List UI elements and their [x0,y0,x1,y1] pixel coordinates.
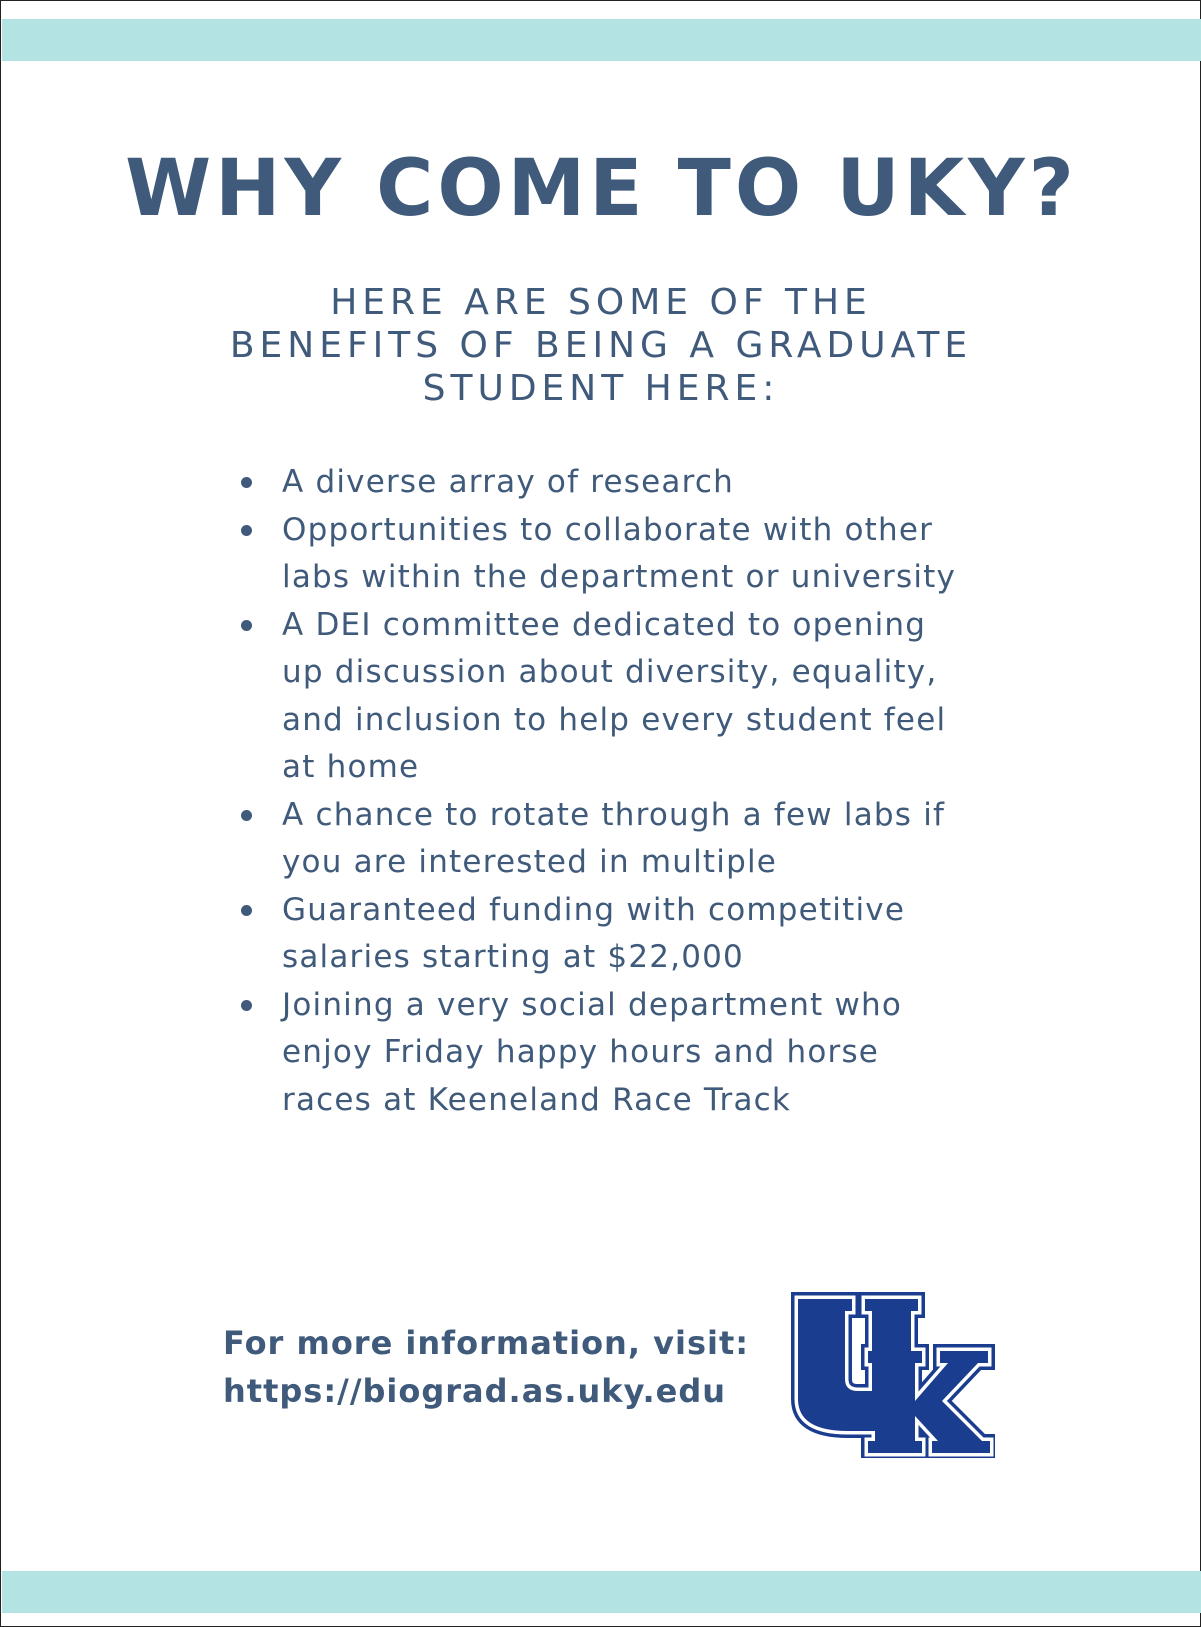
top-accent-band [2,19,1201,61]
benefit-text-line: Guaranteed funding with competitive [282,891,906,928]
benefit-text-line: enjoy Friday happy hours and horse [282,1034,880,1070]
bullet-dot [241,1000,252,1011]
subtitle [151,281,1051,410]
benefit-text-line: races at Keeneland Race Track [282,1081,792,1118]
benefit-text-line: you are interested in multiple [282,844,778,880]
page-title: WHY COME TO UKY? [125,144,1078,234]
website-link[interactable]: https://biograd.as.uky.edu [223,1372,727,1410]
benefit-text-line: at home [282,749,420,785]
benefit-item [241,887,1001,982]
subtitle-line: STUDENT HERE: [422,368,780,409]
subtitle-line: BENEFITS OF BEING A GRADUATE [229,325,973,366]
more-info [223,1319,749,1415]
bullet-dot [241,620,252,631]
benefit-text-line: labs within the department or university [282,559,957,595]
bullet-dot [241,905,252,916]
more-info-label: For more information, visit: [223,1324,750,1362]
benefit-text-line: Joining a very social department who [282,986,903,1023]
benefit-text-line: A chance to rotate through a few labs if [282,796,946,833]
benefit-text-line: and inclusion to help every student feel [282,701,947,738]
benefit-text-line: A diverse array of research [282,464,734,500]
bullet-dot [241,477,252,488]
benefit-item [241,507,1001,602]
benefit-item [241,982,1001,1125]
subtitle-line: HERE ARE SOME OF THE [330,282,872,323]
benefit-text-line: salaries starting at $22,000 [282,939,744,975]
bottom-accent-band [2,1571,1201,1613]
bullet-dot [241,525,252,536]
benefits-list [241,459,1001,1124]
bullet-dot [241,810,252,821]
benefit-text-line: Opportunities to collaborate with other [282,511,934,548]
benefit-item [241,459,1001,507]
benefit-item [241,792,1001,887]
benefit-text-line: up discussion about diversity, equality, [282,654,938,690]
benefit-item [241,602,1001,792]
uk-logo [790,1291,995,1458]
benefit-text-line: A DEI committee dedicated to opening [282,606,927,643]
